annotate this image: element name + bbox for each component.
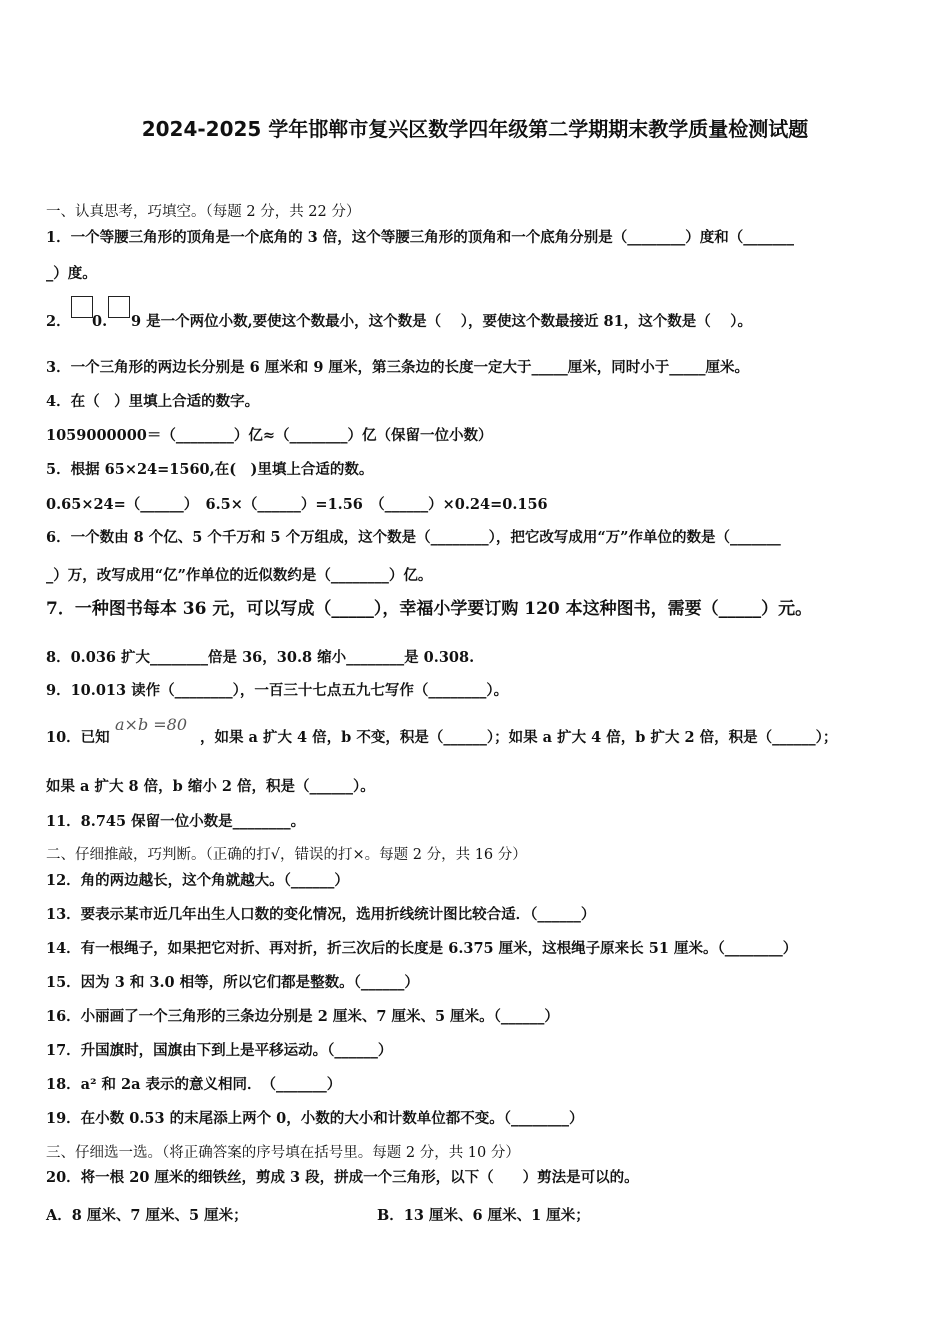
digit-box-2 — [108, 296, 130, 318]
question-19: 19．在小数 0.53 的末尾添上两个 0，小数的大小和计数单位都不变。（________） — [46, 1110, 584, 1127]
question-2-decimal-point: 0. — [92, 313, 108, 330]
question-15: 15．因为 3 和 3.0 相等，所以它们都是整数。（______） — [46, 974, 419, 991]
question-6-line-2: _）万，改写成用“亿”作单位的近似数约是（________）亿。 — [46, 567, 433, 584]
question-2-number: 2． — [46, 313, 71, 330]
section-3-heading: 三、仔细选一选。（将正确答案的序号填在括号里。每题 2 分，共 10 分） — [46, 1145, 520, 1161]
question-2-text: 9 是一个两位小数,要使这个数最小，这个数是（ ），要使这个数最接近 81，这个数是（ ）。 — [131, 313, 753, 330]
question-20-option-a: A．8 厘米、7 厘米、5 厘米； — [46, 1207, 248, 1224]
question-10-text: ，如果 a 扩大 4 倍，b 不变，积是（______）；如果 a 扩大 4 倍，b 扩大 2 倍，积是（______）； — [200, 729, 838, 746]
question-7: 7．一种图书每本 36 元，可以写成（_____），幸福小学要订购 120 本这种图书，需要（_____）元。 — [46, 599, 813, 619]
section-2-heading: 二、仔细推敲，巧判断。（正确的打√，错误的打×。每题 2 分，共 16 分） — [46, 847, 527, 863]
question-5-blank-line: 0.65×24=（______） 6.5×（______）=1.56 （______）×0.24=0.156 — [46, 496, 548, 513]
question-3: 3．一个三角形的两边长分别是 6 厘米和 9 厘米，第三条边的长度一定大于_____厘米，同时小于_____厘米。 — [46, 359, 749, 376]
question-13: 13．要表示某市近几年出生人口数的变化情况，选用折线统计图比较合适．（______） — [46, 906, 596, 923]
question-12: 12．角的两边越长，这个角就越大。（______） — [46, 872, 349, 889]
question-17: 17．升国旗时，国旗由下到上是平移运动。（______） — [46, 1042, 393, 1059]
question-1-line-1: 1．一个等腰三角形的顶角是一个底角的 3 倍，这个等腰三角形的顶角和一个底角分别是（________）度和（_______ — [46, 229, 795, 246]
formula-a-times-b: a×b =80 — [115, 715, 188, 734]
question-1-line-2: _）度。 — [46, 265, 97, 282]
question-4: 4．在（ ）里填上合适的数字。 — [46, 393, 260, 410]
question-6-line-1: 6．一个数由 8 个亿、5 个千万和 5 个万组成，这个数是（________），把它改写成用“万”作单位的数是（_______ — [46, 529, 781, 546]
question-16: 16．小丽画了一个三角形的三条边分别是 2 厘米、7 厘米、5 厘米。（______） — [46, 1008, 559, 1025]
question-4-blank-line: 1059000000＝（________）亿≈（________）亿（保留一位小数） — [46, 427, 493, 444]
question-10-prefix: 10．已知 — [46, 729, 110, 746]
digit-box-1 — [71, 296, 93, 318]
page-title: 2024-2025 学年邯郸市复兴区数学四年级第二学期期末教学质量检测试题 — [141, 117, 809, 141]
question-5: 5．根据 65×24=1560,在( )里填上合适的数。 — [46, 461, 374, 478]
question-18: 18．a² 和 2a 表示的意义相同． （_______） — [46, 1076, 342, 1093]
question-10-line-2: 如果 a 扩大 8 倍，b 缩小 2 倍，积是（______）。 — [46, 778, 375, 795]
question-11: 11．8.745 保留一位小数是________。 — [46, 813, 306, 830]
question-14: 14．有一根绳子，如果把它对折、再对折，折三次后的长度是 6.375 厘米，这根绳子原来长 51 厘米。（________） — [46, 940, 798, 957]
section-1-heading: 一、认真思考，巧填空。（每题 2 分，共 22 分） — [46, 204, 361, 220]
question-20-option-b: B．13 厘米、6 厘米、1 厘米； — [377, 1207, 590, 1224]
question-20: 20．将一根 20 厘米的细铁丝，剪成 3 段，拼成一个三角形，以下（ ）剪法是可以的。 — [46, 1169, 639, 1186]
question-9: 9．10.013 读作（________），一百三十七点五九七写作（________）。 — [46, 682, 509, 699]
question-8: 8．0.036 扩大________倍是 36，30.8 缩小________是 0.308. — [46, 649, 475, 666]
